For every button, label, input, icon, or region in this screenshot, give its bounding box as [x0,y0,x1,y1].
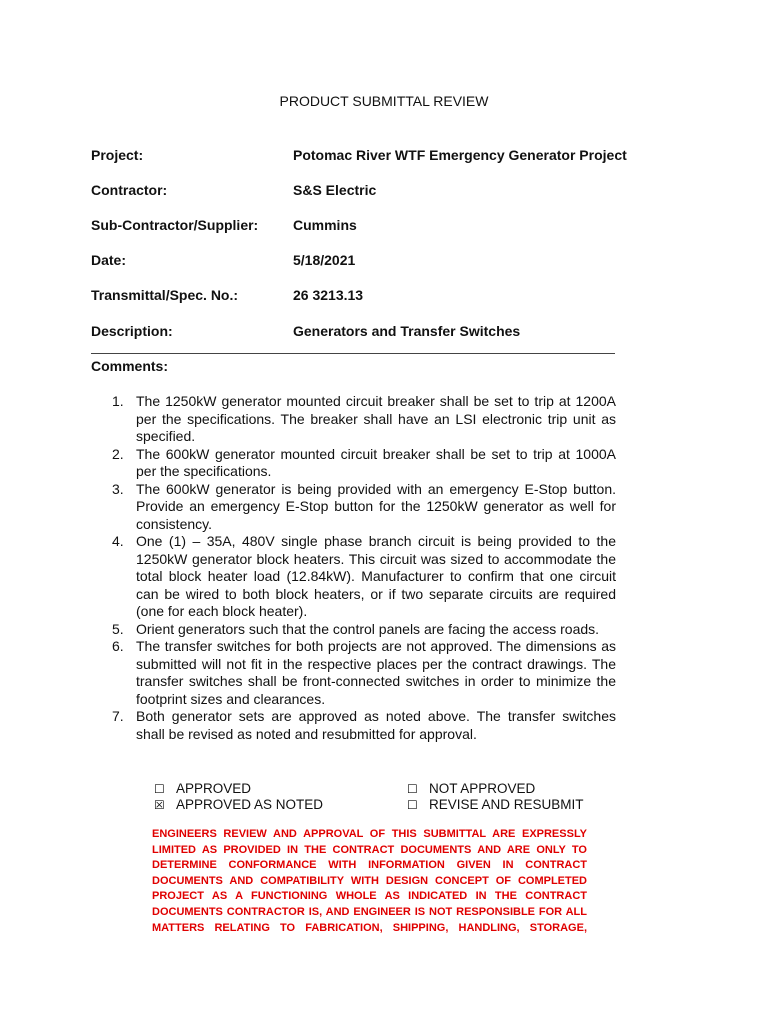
field-label: Sub-Contractor/Supplier: [91,217,259,233]
comment-text: The 600kW generator mounted circuit breaker shall be set to trip at 1000A per the specifications. [136,445,616,479]
option-revise-and-resubmit[interactable] [407,797,584,812]
comment-item [112,445,616,481]
comment-item [112,638,616,708]
option-not-approved[interactable] [407,781,535,796]
option-label: REVISE AND RESUBMIT [429,797,584,812]
comment-number: 1. [112,393,124,409]
checkbox-icon[interactable]: ☐ [407,782,418,796]
comment-text: The transfer switches for both projects are not approved. The dimensions as submitted will not fit in the respective places per the contract drawings. The transfer switches shall be front-connected switches in order to minimize the footprint sizes and clearances. [136,638,616,707]
field-label: Description: [91,323,173,339]
option-approved[interactable] [154,781,251,796]
field-value: 5/18/2021 [293,252,356,268]
comment-item [112,480,616,534]
comment-text: Orient generators such that the control panels are facing the access roads. [136,620,600,637]
comment-text: Both generator sets are approved as noted above. The transfer switches shall be revised as noted and resubmitted for approval. [136,708,616,742]
option-label: APPROVED AS NOTED [176,797,324,812]
comment-number: 5. [112,620,124,637]
comment-number: 4. [112,533,124,549]
document-title: PRODUCT SUBMITTAL REVIEW [279,93,489,109]
comment-number: 2. [112,445,124,462]
comment-text: One (1) – 35A, 480V single phase branch circuit is being provided to the 1250kW generator block heaters. This circuit was sized to accommodate the total block heater load (12.84kW). Manufacturer to confirm that one circuit can be wired to both block heaters, or if two separate circuits are required (one for each block heater). [136,533,616,619]
comment-text: The 600kW generator is being provided with an emergency E-Stop button. Provide an emergency E-Stop button for the 1250kW generator as well for consistency. [136,480,616,532]
comments-heading: Comments: [91,358,169,374]
disclaimer-text: ENGINEERS REVIEW AND APPROVAL OF THIS SUBMITTAL ARE EXPRESSLY LIMITED AS PROVIDED IN THE CONTRACT DOCUMENTS AND ARE ONLY TO DETERMINE CONFORMANCE WITH INFORMATION GIVEN IN CONTRACT DOCUMENTS AND COMPATIBILITY WITH DESIGN CONCEPT OF COMPLETED PROJECT AS A FUNCTIONING WHOLE AS INDICATED IN THE CONTRACT DOCUMENTS CONTRACTOR IS, AND ENGINEER IS NOT RESPONSIBLE FOR ALL MATTERS RELATING TO FABRICATION, SHIPPING, HANDLING, STORAGE, [152,828,587,934]
comment-number: 3. [112,480,124,497]
field-label: Project: [91,147,144,163]
field-label: Date: [91,252,127,268]
option-label: APPROVED [176,781,252,796]
comment-number: 6. [112,638,124,654]
checkbox-icon[interactable]: ☐ [154,782,165,796]
comment-number: 7. [112,708,124,724]
field-label: Transmittal/Spec. No.: [91,287,239,303]
comment-text: The 1250kW generator mounted circuit breaker shall be set to trip at 1200A per the specifications. The breaker shall have an LSI electronic trip unit as specified. [136,393,616,444]
field-value: Potomac River WTF Emergency Generator Project [293,147,627,163]
comment-item [112,620,616,639]
comment-item [112,533,616,621]
comment-item [112,708,616,743]
option-approved-as-noted[interactable] [154,797,323,812]
divider-line [91,353,615,354]
field-label: Contractor: [91,182,168,198]
field-value: S&S Electric [293,182,377,198]
checked-checkbox-icon[interactable]: ☒ [154,798,165,812]
option-label: NOT APPROVED [429,781,536,796]
field-value: Generators and Transfer Switches [293,323,521,339]
checkbox-icon[interactable]: ☐ [407,798,418,812]
comment-item [112,393,616,446]
comments-list [112,393,616,743]
field-value: Cummins [293,217,357,233]
field-value: 26 3213.13 [293,287,364,303]
